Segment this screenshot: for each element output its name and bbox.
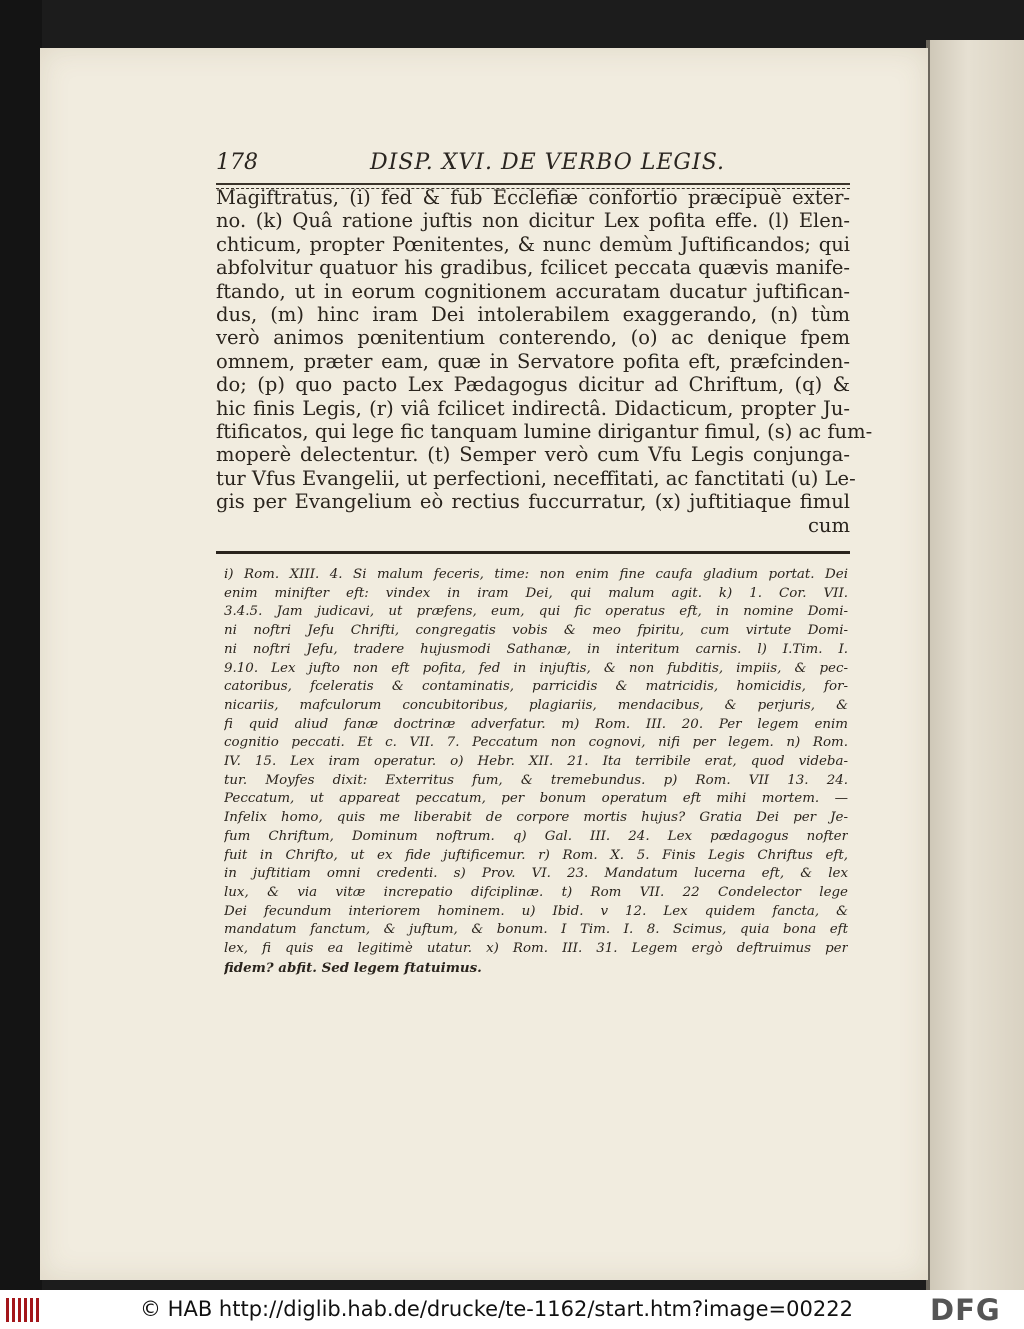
text-line: ftando, ut in eorum cognitionem accuratam ducatur juftifican- [216,279,850,303]
footnote-line: tur. Moyfes dixit: Exterritus fum, & tremebundus. p) Rom. VII 13. 24. [224,772,848,788]
text-line: no. (k) Quâ ratione juftis non dicitur Lex pofita effe. (l) Elen- [216,209,850,233]
text-line: Magiftratus, (i) fed & fub Ecclefiæ confortio præcipuè exter- [216,186,850,209]
text-line: do; (p) quo pacto Lex Pædagogus dicitur ad Chriftum, (q) & [216,373,850,397]
footnote-line: Peccatum, ut appareat peccatum, per bonum operatum eft mihi mortem. — [224,791,848,807]
footnote-line: Dei fecundum interiorem hominem. u) Ibid. v 12. Lex quidem fancta, & [224,903,848,919]
text-line: tur Vfus Evangelii, ut perfectioni, neceffitati, ac fanctitati (u) Le- [216,466,856,490]
footnote-line: cognitio peccati. Et c. VII. 7. Peccatum non cognovi, nifi per legem. n) Rom. [224,735,848,751]
footnote-line: 3.4.5. Jam judicavi, ut præfens, eum, qui fic operatus eft, in nomine Domi- [224,604,848,620]
footnote-line: Infelix homo, quis me liberabit de corpore mortis hujus? Gratia Dei per Je- [224,810,848,826]
running-title: DISP. XVI. DE VERBO LEGIS. [370,150,725,175]
text-line: ftificatos, qui lege fic tanquam lumine dirigantur fimul, (s) ac fum- [216,420,873,444]
copyright-link[interactable]: © HAB http://diglib.hab.de/drucke/te-1162/start.htm?image=00222 [140,1297,853,1321]
footnote-line: fidem? abfit. Sed legem ftatuimus. [224,959,482,976]
text-line: moperè delectentur. (t) Semper verò cum Vfu Legis conjunga- [216,443,850,467]
footnote-line: in juftitiam omni credenti. s) Prov. VI. 23. Mandatum lucerna eft, & lex [224,866,848,882]
hab-barcode-icon[interactable] [6,1298,46,1322]
main-text [216,186,873,537]
footnote-line: enim minifter eft: vindex in iram Dei, qui malum agit. k) 1. Cor. VII. [224,585,848,601]
footnote-line: IV. 15. Lex iram operatur. o) Hebr. XII. 21. Ita terribile erat, quod videba- [224,754,848,770]
text-line: dus, (m) hinc iram Dei intolerabilem exaggerando, (n) tùm [216,303,850,327]
footnote-rule [216,551,850,558]
footnote-line: i) Rom. XIII. 4. Si malum feceris, time: non enim fine caufa gladium portat. Dei [224,567,848,582]
facing-page-edge [930,40,1024,1290]
footnote-line: catoribus, fceleratis & contaminatis, parricidis & matricidis, homicidis, for- [224,679,848,695]
text-line: cum [808,513,850,537]
footnote-line: mandatum fanctum, & juftum, & bonum. I Tim. I. 8. Scimus, quia bona eft [224,922,848,938]
text-line: omnem, præter eam, quæ in Servatore pofita eft, præfcinden- [216,349,850,373]
book-spine-shadow [0,0,42,1290]
text-line: gis per Evangelium eò rectius fuccurratur, (x) juftitiaque fimul [216,490,850,514]
text-line: verò animos pœnitentium conterendo, (o) ac denique fpem [216,326,850,350]
dfg-logo[interactable]: DFG [930,1293,1001,1327]
footnote-line: nicariis, mafculorum concubitoribus, plagiariis, mendacibus, & perjuris, & [224,697,848,713]
footnote-line: 9.10. Lex jufto non eft pofita, fed in injuftis, & non fubditis, impiis, & pec- [224,660,848,676]
page-header [216,150,856,180]
footnote-line: fuit in Chrifto, ut ex fide juftificemur. r) Rom. X. 5. Finis Legis Chriftus eft, [224,847,848,863]
footnote-line: lux, & via vitæ increpatio difciplinæ. t) Rom VII. 22 Condelector lege [224,884,848,900]
text-line: hic finis Legis, (r) viâ fcilicet indirectâ. Didacticum, propter Ju- [216,396,850,420]
footer-bar [0,1290,1024,1329]
page-number: 178 [216,150,258,175]
footnote-line: ni noftri Jefu, tradere hujusmodi Sathanæ, in interitum carnis. l) I.Tim. I. [224,641,848,657]
footnotes [224,566,848,977]
text-line: chticum, propter Pœnitentes, & nunc demùm Juftificandos; qui [216,232,850,256]
text-line: abfolvitur quatuor his gradibus, fcilicet peccata quævis manife- [216,256,850,280]
footnote-line: lex, fi quis ea legitimè utatur. x) Rom. III. 31. Legem ergò deftruimus per [224,941,848,957]
footnote-line: ni noftri Jefu Chrifti, congregatis vobis & meo fpiritu, cum virtute Domi- [224,623,848,639]
footnote-line: fum Chriftum, Dominum noftrum. q) Gal. III. 24. Lex pædagogus nofter [224,828,848,844]
footnote-line: fi quid aliud fanæ doctrinæ adverfatur. m) Rom. III. 20. Per legem enim [224,716,848,732]
